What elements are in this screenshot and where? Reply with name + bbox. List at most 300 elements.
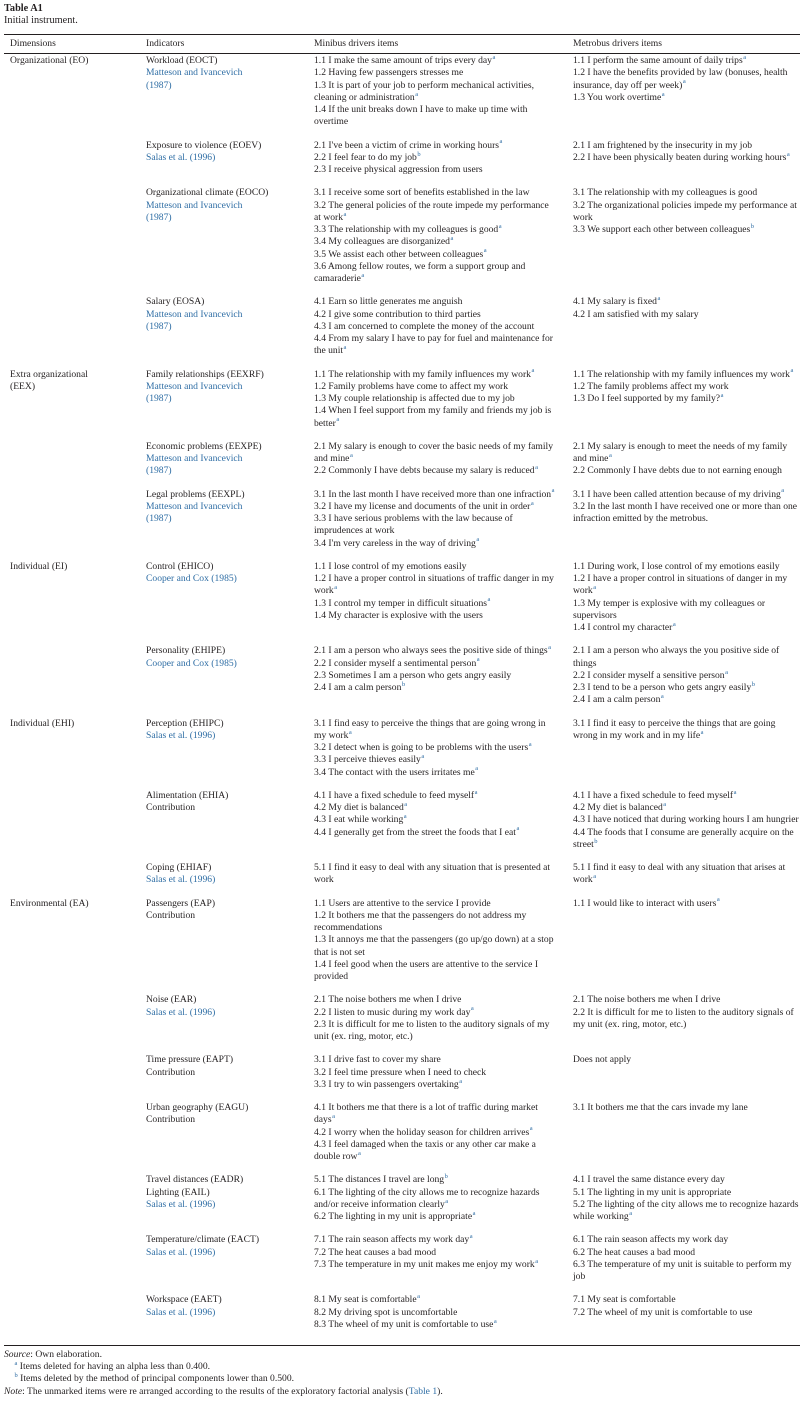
item-text: 4.1 I have a fixed schedule to feed myself — [314, 789, 475, 801]
item-footnote-mark[interactable]: a — [476, 656, 480, 664]
item — [573, 224, 800, 236]
dimension-cell — [4, 489, 136, 561]
item — [314, 513, 555, 538]
indicator-cell — [136, 369, 304, 441]
item-text: 5.1 I find it easy to deal with any situation that is presented at work — [314, 862, 551, 886]
indicator-cell — [136, 187, 304, 296]
item-text: 4.1 My salary is fixed — [573, 296, 657, 308]
footnote-b — [4, 1373, 800, 1385]
item-footnote-mark[interactable]: a — [343, 344, 347, 352]
dimension-cell — [4, 187, 136, 296]
indicator-name: Salary (EOSA) — [146, 296, 205, 308]
item-footnote-mark[interactable]: a — [459, 1077, 463, 1085]
minibus-items-cell — [304, 790, 563, 862]
item — [573, 1234, 800, 1246]
item-footnote-mark[interactable]: a — [492, 53, 496, 61]
item-footnote-mark[interactable]: a — [483, 247, 487, 255]
metrobus-items-cell — [563, 1102, 800, 1174]
minibus-items-cell — [304, 1294, 563, 1342]
item-footnote-mark[interactable]: a — [498, 222, 502, 230]
item-text: 1.3 It annoys me that the passengers (go up/go down) at a stop that is not set — [314, 934, 554, 958]
item-text: 1.4 I control my character — [573, 622, 673, 633]
item-text: 1.2 The family problems affect my work — [573, 380, 729, 392]
item — [573, 622, 800, 634]
item-footnote-mark[interactable]: a — [450, 235, 454, 243]
item-text: 1.1 Users are attentive to the service I provide — [314, 897, 491, 909]
indicator-citation-link[interactable]: Cooper and Cox (1985) — [146, 573, 237, 584]
item-text: 1.3 Do I feel supported by my family? — [573, 393, 721, 404]
item-footnote-mark[interactable]: a — [661, 90, 665, 98]
item-text: 2.3 Sometimes I am a person who gets angry easily — [314, 669, 512, 681]
item-text: 3.1 I have been called attention because of my driving — [573, 488, 781, 500]
item — [573, 898, 800, 910]
table-row — [4, 1294, 800, 1342]
item-footnote-mark[interactable]: a — [499, 138, 503, 146]
item-text: 3.3 I try to win passengers overtaking — [314, 1078, 459, 1090]
dimension-cell — [4, 645, 136, 717]
indicator-name: Temperature/climate (EACT) — [146, 1234, 260, 1246]
item-text: 3.4 The contact with the users irritates me — [314, 766, 475, 778]
item-footnote-mark[interactable]: a — [682, 78, 686, 86]
item-text: 7.3 The temperature in my unit makes me enjoy my work — [314, 1258, 535, 1270]
item — [314, 80, 555, 105]
item-text: 2.1 The noise bothers me when I drive — [573, 994, 721, 1006]
item-text: 5.1 The lighting in my unit is appropriate — [573, 1186, 732, 1198]
item-text: 3.4 My colleagues are disorganized — [314, 236, 450, 248]
minibus-items-cell — [304, 1054, 563, 1102]
dimension-cell — [4, 862, 136, 898]
minibus-items-cell — [304, 994, 563, 1054]
metrobus-items-cell — [563, 296, 800, 368]
indicator-citation-link[interactable]: Salas et al. (1996) — [146, 1006, 216, 1018]
metrobus-items-cell — [563, 489, 800, 561]
item-footnote-mark[interactable]: a — [786, 150, 790, 158]
indicator-name: Alimentation (EHIA) — [146, 789, 229, 801]
item-text: 3.2 I detect when is going to be problems with the users — [314, 742, 529, 753]
item — [314, 152, 555, 164]
item-text: 4.2 My diet is balanced — [573, 802, 663, 813]
item-text: 4.3 I have noticed that during working hours I am hungrier — [573, 814, 799, 826]
indicator-source: Contribution — [146, 909, 196, 921]
item-footnote-mark[interactable]: a — [334, 584, 338, 592]
table-row — [4, 1102, 800, 1174]
table-notes — [4, 1349, 800, 1398]
item — [314, 598, 555, 610]
item-footnote-mark[interactable]: a — [529, 1125, 533, 1133]
indicator-citation-link[interactable]: (1987) — [146, 513, 172, 524]
indicator-citation-link[interactable]: (1987) — [146, 320, 172, 332]
metrobus-items-cell — [563, 718, 800, 790]
item — [314, 224, 555, 236]
item — [314, 200, 555, 225]
metrobus-items-cell — [563, 140, 800, 188]
item-footnote-mark[interactable]: a — [672, 620, 676, 628]
dimension-label: Organizational (EO) — [10, 55, 89, 66]
indicator-cell — [136, 790, 304, 862]
item-footnote-mark[interactable]: a — [476, 536, 480, 544]
item — [573, 1054, 800, 1066]
minibus-items-cell — [304, 1102, 563, 1174]
item — [314, 1234, 555, 1246]
item-footnote-mark[interactable]: a — [472, 1209, 476, 1217]
item-footnote-mark[interactable]: a — [487, 596, 491, 604]
item — [314, 1139, 555, 1164]
item-text: 6.1 The lighting of the city allows me to recognize hazards and/or receive information clearly — [314, 1186, 540, 1210]
indicator-name: Noise (EAR) — [146, 994, 197, 1006]
item — [314, 1127, 555, 1139]
dimension-cell — [4, 561, 136, 646]
item — [314, 1174, 555, 1186]
metrobus-items-cell — [563, 55, 800, 140]
note — [4, 1386, 800, 1398]
item-footnote-mark[interactable]: a — [493, 1317, 497, 1325]
minibus-items-cell — [304, 489, 563, 561]
item — [314, 140, 555, 152]
table-row — [4, 489, 800, 561]
item-footnote-mark[interactable]: a — [470, 1005, 474, 1013]
item — [314, 1294, 555, 1306]
indicator-citation-link[interactable]: Matteson and Ivancevich — [146, 67, 243, 79]
indicator-citation-link[interactable]: Matteson and Ivancevich — [146, 500, 243, 512]
indicator-name: Perception (EHIPC) — [146, 717, 224, 729]
indicator-citation-link[interactable]: Salas et al. (1996) — [146, 1306, 216, 1318]
indicator-citation-link[interactable]: Salas et al. (1996) — [146, 1198, 216, 1210]
indicator-name: Lighting (EAIL) — [146, 1186, 210, 1198]
item-text: 1.2 Family problems have come to affect my work — [314, 380, 509, 392]
item-text: 1.3 My couple relationship is affected due to my job — [314, 393, 515, 404]
item-footnote-mark[interactable]: a — [516, 825, 520, 833]
indicator-name: Travel distances (EADR) — [146, 1174, 244, 1186]
item-text: 7.2 The heat causes a bad mood — [314, 1246, 437, 1258]
item-text: 3.2 I feel time pressure when I need to check — [314, 1066, 487, 1078]
item-footnote-mark[interactable]: a — [349, 451, 353, 459]
table-row — [4, 369, 800, 441]
item-text: 4.3 I am concerned to complete the money of the account — [314, 320, 535, 332]
item-text: 4.2 I am satisfied with my salary — [573, 308, 699, 320]
item-footnote-mark[interactable]: a — [608, 451, 612, 459]
indicator-citation-link[interactable]: Matteson and Ivancevich — [146, 199, 243, 211]
item-text: 4.2 I give some contribution to third parties — [314, 308, 481, 320]
item — [314, 790, 555, 802]
indicator-name: Workload (EOCT) — [146, 55, 218, 66]
item-text: 6.2 The lighting in my unit is appropriate — [314, 1211, 473, 1222]
indicator-citation-link[interactable]: Salas et al. (1996) — [146, 729, 216, 741]
item-footnote-mark[interactable]: b — [594, 837, 598, 845]
item-text: 3.4 I'm very careless in the way of driving — [314, 537, 476, 549]
header-dimensions: Dimensions — [10, 38, 56, 49]
item-text: 3.3 We support each other between colleagues — [573, 224, 751, 235]
indicator-cell — [136, 1054, 304, 1102]
table-row — [4, 790, 800, 862]
item — [314, 187, 555, 199]
indicator-cell — [136, 645, 304, 717]
table-row — [4, 187, 800, 296]
item-footnote-mark[interactable]: a — [548, 644, 552, 652]
note-table-link[interactable]: Table 1 — [408, 1385, 438, 1397]
indicator-cell — [136, 718, 304, 790]
table-row — [4, 561, 800, 646]
indicator-citation-link[interactable]: Salas et al. (1996) — [146, 151, 216, 163]
item-text: 1.2 I have the benefits provided by law (bonuses, health insurance, day off per week) — [573, 67, 788, 91]
item-text: 1.1 I lose control of my emotions easily — [314, 560, 467, 572]
indicator-name: Coping (EHIAF) — [146, 862, 212, 873]
item-text: 2.2 I listen to music during my work day — [314, 1006, 471, 1018]
item-text: 1.1 During work, I lose control of my emotions easily — [573, 560, 780, 572]
item-footnote-mark[interactable]: b — [401, 680, 406, 688]
item-text: 1.3 My temper is explosive with my colleagues or supervisors — [573, 597, 766, 621]
item — [314, 1187, 555, 1212]
item-text: 2.2 I feel fear to do my job — [314, 151, 417, 163]
metrobus-items-cell — [563, 645, 800, 717]
top-rule — [4, 34, 800, 35]
indicator-cell — [136, 1294, 304, 1342]
item-text: 2.1 I am frightened by the insecurity in my job — [573, 139, 753, 151]
item — [314, 658, 555, 670]
item-text: 1.3 It is part of your job to perform mechanical activities, cleaning or administration — [314, 79, 535, 103]
minibus-items-cell — [304, 862, 563, 898]
item-text: 2.2 I consider myself a sensitive person — [573, 669, 725, 681]
item — [573, 140, 800, 152]
item-text: 8.1 My seat is comfortable — [314, 1294, 417, 1306]
item-text: 4.1 I travel the same distance every day — [573, 1174, 725, 1186]
item — [573, 1102, 800, 1114]
footnote-a-text: Items deleted for having an alpha less than 0.400. — [19, 1361, 211, 1373]
item-footnote-mark[interactable]: a — [660, 693, 664, 701]
indicator-citation-link[interactable]: Salas et al. (1996) — [146, 1246, 216, 1258]
item-text: 2.1 I've been a victim of crime in working hours — [314, 139, 500, 151]
item — [314, 333, 555, 358]
note-label: Note — [4, 1385, 23, 1397]
item — [314, 994, 555, 1006]
item-text: 1.2 I have a proper control in situations of danger in my work — [573, 573, 788, 597]
item-text: 1.1 I would like to interact with users — [573, 897, 717, 909]
minibus-items-cell — [304, 645, 563, 717]
indicator-cell — [136, 55, 304, 140]
item-text: 1.3 You work overtime — [573, 91, 662, 103]
table-row — [4, 1234, 800, 1294]
item-text: 2.2 Commonly I have debts due to not earning enough — [573, 465, 782, 477]
item — [573, 369, 800, 381]
dimension-cell — [4, 1102, 136, 1174]
item — [573, 309, 800, 321]
item-footnote-mark[interactable]: a — [348, 728, 352, 736]
item-footnote-mark[interactable]: a — [336, 416, 340, 424]
indicator-name: Legal problems (EEXPL) — [146, 488, 245, 500]
item-text: 2.1 My salary is enough to meet the needs of my family and mine — [573, 440, 788, 464]
item-footnote-mark[interactable]: a — [593, 584, 597, 592]
item-footnote-mark[interactable]: a — [421, 753, 425, 761]
item — [314, 1247, 555, 1259]
indicator-citation-link[interactable]: (1987) — [146, 393, 172, 404]
item — [314, 236, 555, 248]
minibus-items-cell — [304, 140, 563, 188]
item — [314, 261, 555, 286]
indicator-citation-link[interactable]: (1987) — [146, 79, 172, 91]
item — [314, 1007, 555, 1019]
item-footnote-mark[interactable]: a — [357, 1149, 361, 1157]
item-footnote-mark[interactable]: a — [531, 367, 535, 375]
item-text: 1.2 It bothers me that the passengers do not address my recommendations — [314, 909, 527, 933]
item-text: 3.2 In the last month I have received one or more than one infraction emitted by the metrobus. — [573, 500, 798, 524]
item-footnote-mark[interactable]: a — [343, 210, 347, 218]
item — [573, 1199, 800, 1224]
item — [314, 610, 555, 622]
minibus-items-cell — [304, 718, 563, 790]
item — [573, 1007, 800, 1032]
source-text: : Own elaboration. — [30, 1349, 102, 1360]
dimension-cell — [4, 898, 136, 995]
item-footnote-mark[interactable]: a — [725, 668, 728, 676]
item-footnote-mark[interactable]: b — [750, 222, 755, 230]
dimension-cell — [4, 1054, 136, 1102]
item — [573, 55, 800, 67]
indicator-cell — [136, 862, 304, 898]
item-footnote-mark[interactable]: a — [781, 487, 785, 495]
item-text: 3.1 I find it easy to perceive the things that are going wrong in my work and in my life — [573, 717, 776, 741]
item — [314, 441, 555, 466]
indicator-citation-link[interactable]: Salas et al. (1996) — [146, 874, 216, 886]
item-text: 2.2 It is difficult for me to listen to the auditory signals of my unit (ex. ring, motor, etc.) — [573, 1006, 794, 1030]
table-row — [4, 898, 800, 995]
item-footnote-mark[interactable]: a — [403, 813, 407, 821]
item-footnote-mark[interactable]: a — [700, 728, 704, 736]
item-footnote-mark[interactable]: a — [361, 271, 365, 279]
header-indicators: Indicators — [146, 38, 185, 49]
item-footnote-mark[interactable]: a — [720, 391, 724, 399]
item — [314, 1019, 555, 1044]
item-footnote-mark[interactable]: a — [629, 1209, 633, 1217]
metrobus-items-cell — [563, 862, 800, 898]
table-title: Initial instrument. — [4, 15, 78, 26]
item-footnote-mark[interactable]: a — [417, 1293, 420, 1301]
dimension-cell — [4, 790, 136, 862]
item-text: 3.3 The relationship with my colleagues is good — [314, 224, 499, 235]
item-text: 2.3 I tend to be a person who gets angry easily — [573, 682, 752, 693]
indicator-citation-link[interactable]: Matteson and Ivancevich — [146, 453, 243, 464]
item — [314, 393, 555, 405]
item-text: 3.2 I have my license and documents of the unit in order — [314, 500, 531, 512]
source-note — [4, 1349, 800, 1361]
item-text: 2.1 The noise bothers me when I drive — [314, 994, 462, 1006]
item-footnote-mark[interactable]: a — [657, 295, 661, 303]
item — [314, 538, 555, 550]
item — [314, 104, 555, 129]
item-text: 1.4 If the unit breaks down I have to make up time with overtime — [314, 104, 528, 128]
item-footnote-mark[interactable]: a — [474, 788, 478, 796]
item-footnote-mark[interactable]: a — [716, 896, 720, 904]
table-row — [4, 55, 800, 140]
item — [314, 55, 555, 67]
item-footnote-mark[interactable]: a — [469, 1233, 473, 1241]
item-text: 1.1 The relationship with my family influences my work — [573, 368, 790, 380]
item — [573, 645, 800, 670]
item — [314, 682, 555, 694]
item — [573, 393, 800, 405]
metrobus-items-cell — [563, 1234, 800, 1294]
item — [573, 200, 800, 225]
item — [573, 187, 800, 199]
item-footnote-mark[interactable]: a — [415, 90, 419, 98]
dimension-cell — [4, 296, 136, 368]
indicator-citation-link[interactable]: (1987) — [146, 211, 172, 223]
indicator-cell — [136, 994, 304, 1054]
footnote-b-text: Items deleted by the method of principal components lower than 0.500. — [20, 1373, 295, 1385]
item-footnote-mark[interactable]: a — [663, 800, 667, 808]
item-footnote-mark[interactable]: b — [751, 680, 755, 688]
item — [314, 249, 555, 261]
item-footnote-mark[interactable]: a — [593, 873, 597, 881]
item-text: Does not apply — [573, 1054, 632, 1066]
item-footnote-mark[interactable]: a — [743, 53, 747, 61]
item-footnote-mark[interactable]: a — [535, 1257, 539, 1265]
item-footnote-mark[interactable]: b — [417, 150, 421, 158]
minibus-items-cell — [304, 55, 563, 140]
table-body — [4, 55, 800, 1342]
item-footnote-mark[interactable]: a — [551, 487, 555, 495]
dimension-label: (EEX) — [10, 380, 36, 392]
item — [314, 1102, 555, 1127]
metrobus-items-cell — [563, 898, 800, 995]
item-text: 3.5 We assist each other between colleagues — [314, 248, 484, 260]
item-footnote-mark[interactable]: a — [530, 499, 534, 507]
metrobus-items-cell — [563, 1054, 800, 1102]
item — [314, 645, 555, 657]
item — [573, 561, 800, 573]
item-text: 2.1 I am a person who always the you positive side of things — [573, 645, 780, 669]
item — [314, 67, 555, 79]
indicator-name: Workspace (EAET) — [146, 1294, 222, 1306]
item — [573, 814, 800, 826]
indicator-citation-link[interactable]: Cooper and Cox (1985) — [146, 657, 237, 669]
footnote-a-mark: a — [14, 1360, 18, 1368]
item-text: 1.4 I feel good when the users are attentive to the service I provided — [314, 958, 539, 982]
indicator-citation-link[interactable]: Matteson and Ivancevich — [146, 380, 243, 392]
item — [314, 1211, 555, 1223]
item — [314, 465, 555, 477]
item-text: 4.1 It bothers me that there is a lot of traffic during market days — [314, 1102, 538, 1126]
indicator-citation-link[interactable]: (1987) — [146, 465, 172, 477]
metrobus-items-cell — [563, 790, 800, 862]
source-label: Source — [4, 1349, 31, 1360]
item-footnote-mark[interactable]: b — [444, 1173, 448, 1181]
item-footnote-mark[interactable]: a — [475, 765, 479, 773]
item-text: 4.2 I worry when the holiday season for children arrives — [314, 1126, 530, 1138]
item-footnote-mark[interactable]: a — [535, 464, 538, 472]
item-text: 1.3 I control my temper in difficult situations — [314, 597, 488, 609]
item-footnote-mark[interactable]: a — [733, 788, 737, 796]
item-text: 3.3 I perceive thieves easily — [314, 754, 421, 766]
item-text: 4.4 From my salary I have to pay for fuel and maintenance for the unit — [314, 333, 553, 357]
item — [573, 1259, 800, 1284]
item — [573, 1187, 800, 1199]
item-text: 2.1 My salary is enough to cover the basic needs of my family and mine — [314, 440, 553, 464]
metrobus-items-cell — [563, 369, 800, 441]
item-footnote-mark[interactable]: a — [332, 1113, 335, 1121]
footnote-a — [4, 1361, 800, 1373]
item-text: 2.1 I am a person who always sees the positive side of things — [314, 645, 548, 657]
item-footnote-mark[interactable]: a — [404, 800, 408, 808]
indicator-source: Contribution — [146, 802, 196, 813]
item-text: 4.1 I have a fixed schedule to feed myself — [573, 789, 734, 801]
item — [573, 1174, 800, 1186]
item — [314, 959, 555, 984]
indicator-citation-link[interactable]: Matteson and Ivancevich — [146, 308, 243, 320]
item-footnote-mark[interactable]: a — [445, 1197, 449, 1205]
item-footnote-mark[interactable]: a — [528, 740, 532, 748]
item-text: 2.3 It is difficult for me to listen to the auditory signals of my unit (ex. ring, motor, etc.) — [314, 1018, 550, 1042]
item-footnote-mark[interactable]: a — [790, 367, 794, 375]
item — [314, 862, 555, 887]
